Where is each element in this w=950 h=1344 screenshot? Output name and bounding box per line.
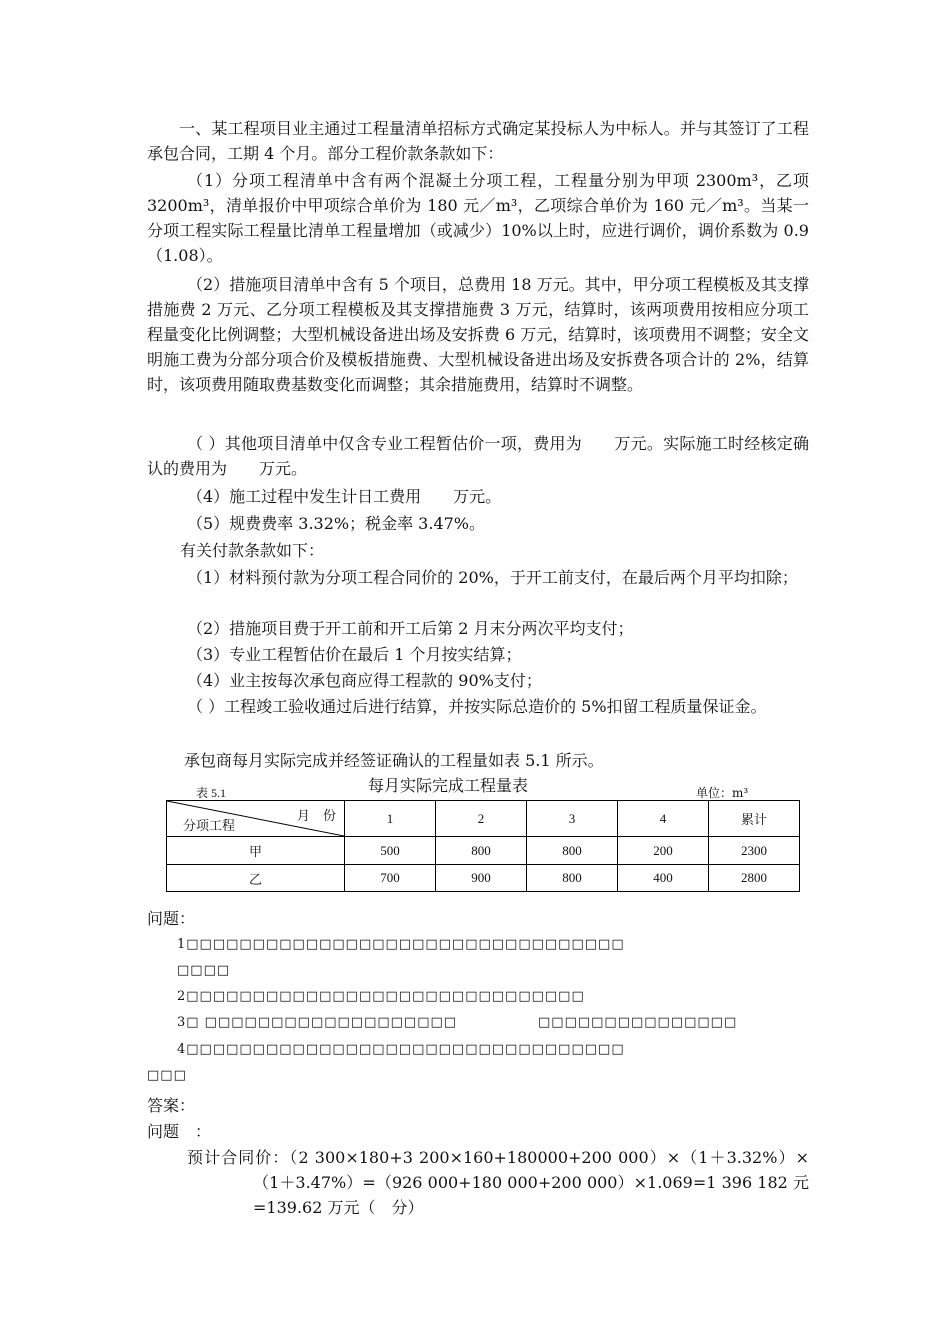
col-header: 2 — [436, 801, 527, 837]
clause-3: （ ）其他项目清单中仅含专业工程暂估价一项，费用为 万元。实际施工时经核定确认的费用为 万元。 — [147, 434, 809, 478]
question-2: 2□□□□□□□□□□□□□□□□□□□□□□□□□□□□□□ — [177, 989, 585, 1004]
table-title: 每月实际完成工程量表 — [368, 776, 529, 795]
payment-heading: 有关付款条款如下： — [180, 541, 325, 560]
answer-question-label: 问题 ： — [147, 1122, 212, 1141]
payment-clause-4: （4）业主按每次承包商应得工程款的 90%支付； — [187, 671, 542, 690]
table-cell: 400 — [618, 865, 709, 892]
payment-clause-1: （1）材料预付款为分项工程合同价的 20%，于开工前支付，在最后两个月平均扣除； — [187, 568, 798, 587]
table-header-row — [167, 801, 800, 837]
table-cell: 2300 — [709, 837, 800, 865]
clause-2: （2）措施项目清单中含有 5 个项目，总费用 18 万元。其中，甲分项工程模板及其支撑措施费 2 万元、乙分项工程模板及其支撑措施费 3 万元，结算时，该两项费用按相应分项工程量变化比例调整；大型机械设备进出场及安拆费 6 万元，结算时，该项费用不调整；安全文明施工费为分部分项合价及模板措施费、大型机械设备进出场及安拆费各项合计的 2%，结算时，该项费用随取费基数变化而调整；其余措施费用，结算时不调整。 — [147, 275, 809, 394]
table-row — [167, 865, 800, 892]
payment-clause-5: （ ）工程竣工验收通过后进行结算，并按实际总造价的 5%扣留工程质量保证金。 — [187, 697, 767, 716]
table-row — [167, 837, 800, 865]
table-cell: 800 — [527, 865, 618, 892]
question-3-part-2: □□□□□□□□□□□□□□□ — [538, 1015, 738, 1030]
question-1-line-2: □□□□ — [177, 963, 231, 978]
clause-4: （4）施工过程中发生计日工费用 万元。 — [187, 487, 502, 506]
payment-clause-2: （2）措施项目费于开工前和开工后第 2 月末分两次平均支付； — [187, 619, 634, 638]
table-intro: 承包商每月实际完成并经签证确认的工程量如表 5.1 所示。 — [184, 751, 604, 770]
answer-heading: 答案： — [147, 1096, 196, 1115]
monthly-quantity-table — [166, 800, 800, 892]
question-1-line-1: 1□□□□□□□□□□□□□□□□□□□□□□□□□□□□□□□□□ — [177, 937, 625, 952]
clause-5: （5）规费费率 3.32%；税金率 3.47%。 — [187, 514, 486, 533]
table-cell: 800 — [436, 837, 527, 865]
col-header: 3 — [527, 801, 618, 837]
payment-clause-3: （3）专业工程暂估价在最后 1 个月按实结算； — [187, 645, 522, 664]
table-label: 表 5.1 — [196, 786, 227, 800]
table-cell: 2800 — [709, 865, 800, 892]
col-header: 1 — [345, 801, 436, 837]
questions-heading: 问题： — [147, 909, 196, 928]
clause-1: （1）分项工程清单中含有两个混凝土分项工程，工程量分别为甲项 2300m³，乙项 3200m³，清单报价中甲项综合单价为 180 元／m³，乙项综合单价为 160 元／m³。当某一分项工程实际工程量比清单工程量增加（或减少）10%以上时，应进行调价，调价系数为 0.9（1.08）。 — [147, 171, 809, 265]
row-label: 乙 — [167, 865, 345, 892]
table-cell: 200 — [618, 837, 709, 865]
header-project-label: 分项工程 — [183, 818, 236, 833]
header-month-label: 月 份 — [296, 808, 336, 823]
table-cell: 800 — [527, 837, 618, 865]
question-4-line-2: □□□ — [147, 1068, 187, 1083]
table-cell: 900 — [436, 865, 527, 892]
question-4-line-1: 4□□□□□□□□□□□□□□□□□□□□□□□□□□□□□□□□□ — [177, 1042, 625, 1057]
row-label: 甲 — [167, 837, 345, 865]
col-header: 4 — [618, 801, 709, 837]
table-cell: 500 — [345, 837, 436, 865]
table-cell: 700 — [345, 865, 436, 892]
answer-calculation: 预计合同价：（2 300×180+3 200×160+180000+200 000）×（1＋3.32%）×（1＋3.47%）=（926 000+180 000+200 000）×1.069=1 396 182 元=139.62 万元（ 分） — [187, 1148, 809, 1217]
header-diagonal-cell — [167, 801, 345, 837]
question-3-part-1: 3□ □□□□□□□□□□□□□□□□□□□ — [177, 1015, 458, 1030]
col-header: 累计 — [709, 801, 800, 837]
table-unit: 单位：m³ — [696, 786, 749, 800]
intro-paragraph: 一、某工程项目业主通过工程量清单招标方式确定某投标人为中标人。并与其签订了工程承包合同，工期 4 个月。部分工程价款条款如下： — [147, 119, 809, 163]
